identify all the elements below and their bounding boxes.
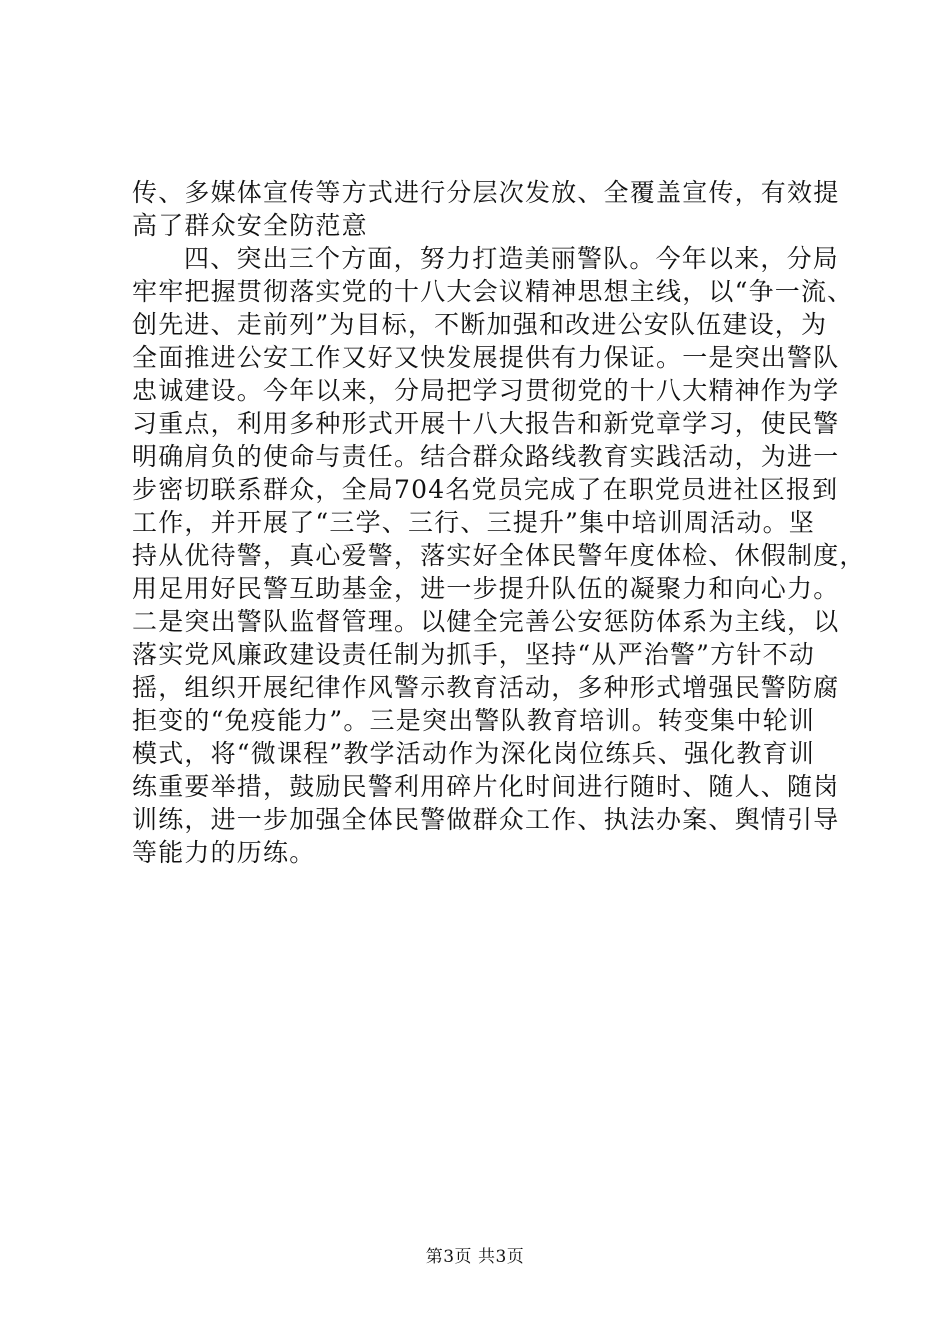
paragraph-start-line: 四、突出三个方面，努力打造美丽警队。今年以来，分局 xyxy=(184,244,840,273)
text-line: 用足用好民警互助基金，进一步提升队伍的凝聚力和向心力。 xyxy=(132,574,840,603)
body-text xyxy=(132,176,866,869)
text-line: 练重要举措，鼓励民警利用碎片化时间进行随时、随人、随岗 xyxy=(132,772,840,801)
text-line: 习重点，利用多种形式开展十八大报告和新党章学习，使民警 xyxy=(132,409,840,438)
text-line: 全面推进公安工作又好又快发展提供有力保证。一是突出警队 xyxy=(132,343,840,372)
text-line: 摇，组织开展纪律作风警示教育活动，多种形式增强民警防腐 xyxy=(132,673,840,702)
text-line: 创先进、走前列”为目标，不断加强和改进公安队伍建设，为 xyxy=(132,310,828,339)
text-line: 持从优待警，真心爱警，落实好全体民警年度体检、休假制度， xyxy=(132,541,866,570)
text-line: 拒变的“免疫能力”。三是突出警队教育培训。转变集中轮训 xyxy=(132,706,815,735)
text-line: 牢牢把握贯彻落实党的十八大会议精神思想主线，以“争一流、 xyxy=(132,277,854,306)
text-line: 忠诚建设。今年以来，分局把学习贯彻党的十八大精神作为学 xyxy=(132,376,840,405)
page-number-footer: 第3页 共3页 xyxy=(425,1247,525,1267)
text-line: 模式，将“微课程”教学活动作为深化岗位练兵、强化教育训 xyxy=(132,739,815,768)
text-line: 等能力的历练。 xyxy=(132,838,316,867)
text-line: 工作，并开展了“三学、三行、三提升”集中培训周活动。坚 xyxy=(132,508,815,537)
text-line: 明确肩负的使命与责任。结合群众路线教育实践活动，为进一 xyxy=(132,442,840,471)
text-line: 训练，进一步加强全体民警做群众工作、执法办案、舆情引导 xyxy=(132,805,840,834)
text-line: 二是突出警队监督管理。以健全完善公安惩防体系为主线，以 xyxy=(132,607,840,636)
text-line: 落实党风廉政建设责任制为抓手，坚持“从严治警”方针不动 xyxy=(132,640,815,669)
text-line: 高了群众安全防范意 xyxy=(132,211,368,240)
text-line: 步密切联系群众，全局704名党员完成了在职党员进社区报到 xyxy=(132,475,839,504)
text-line: 传、多媒体宣传等方式进行分层次发放、全覆盖宣传，有效提 xyxy=(132,178,840,207)
